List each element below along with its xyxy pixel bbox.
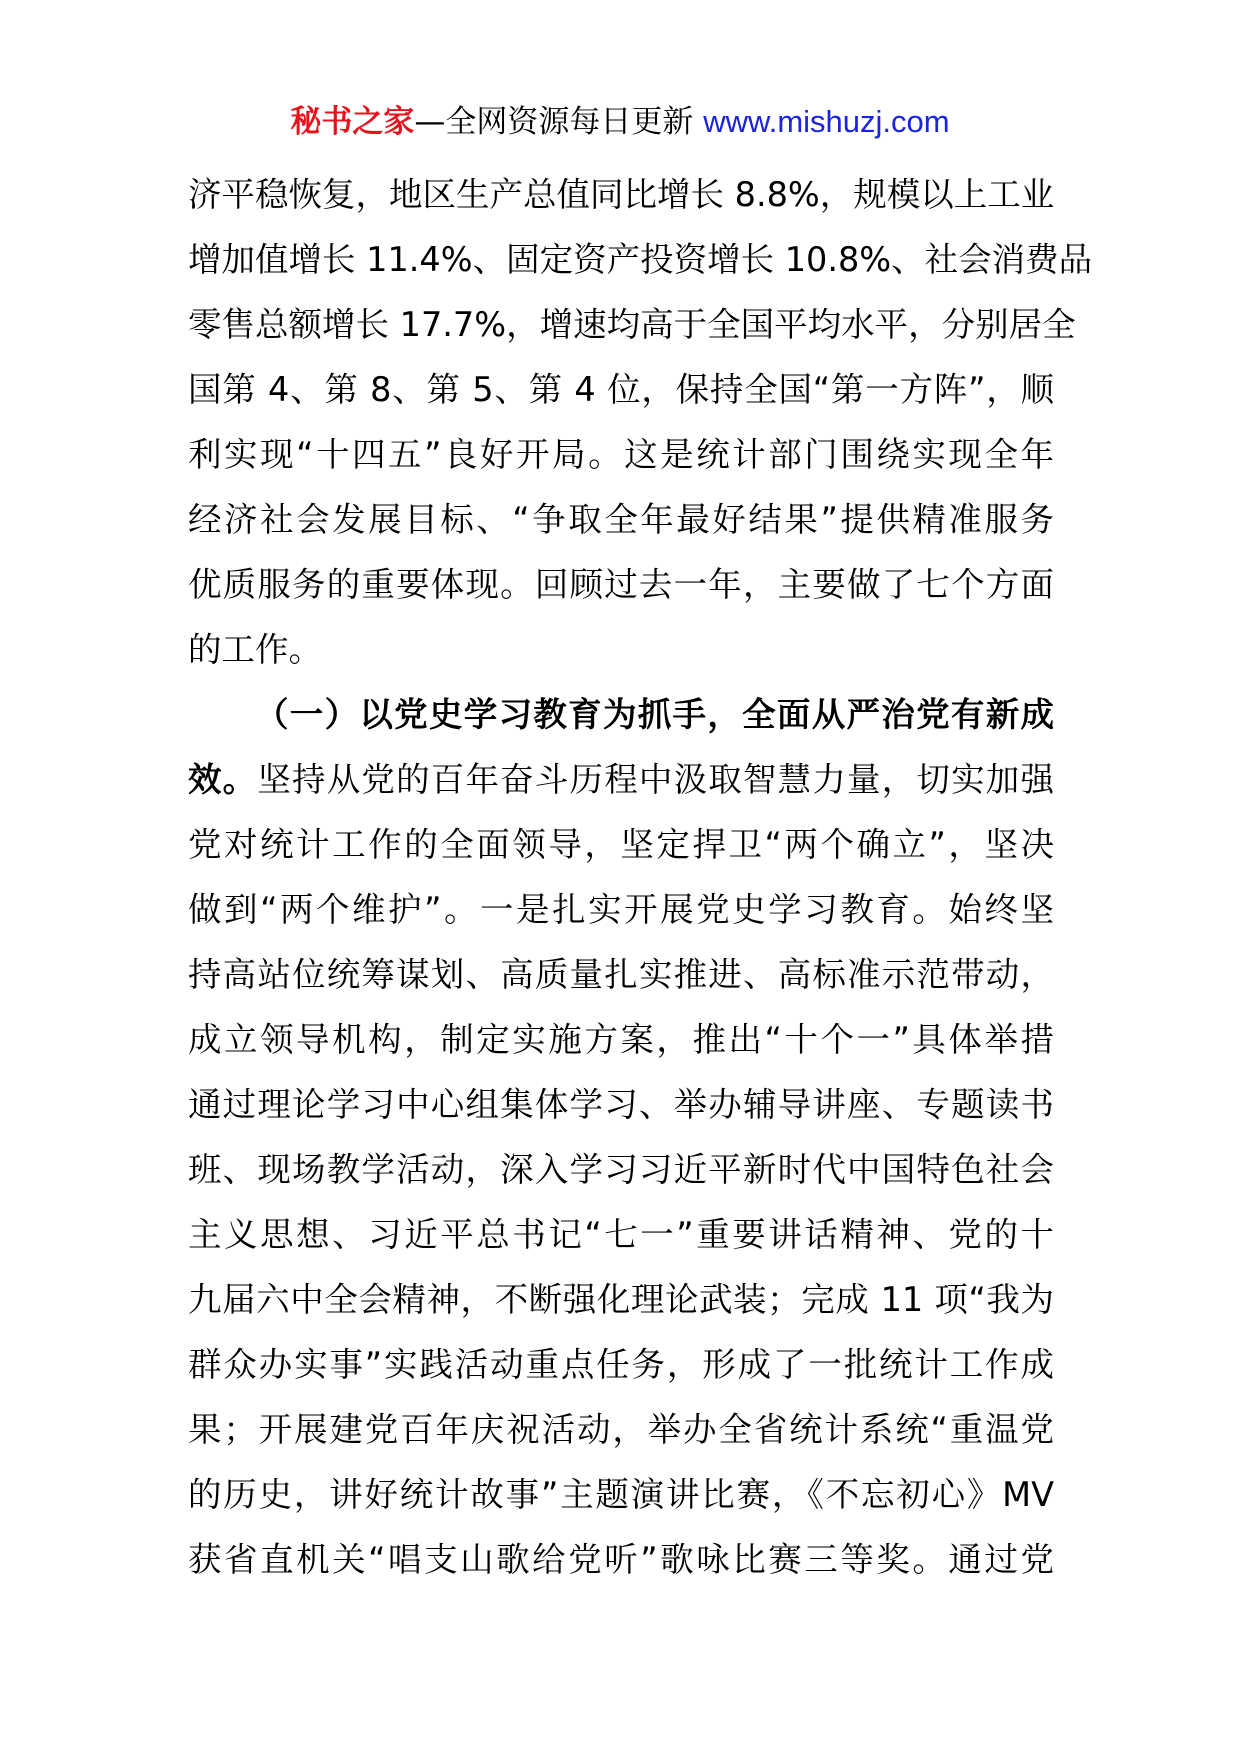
body-line: 零售总额增长 17.7%，增速均高于全国平均水平，分别居全	[188, 305, 1076, 344]
body-line: 果；开展建党百年庆祝活动，举办全省统计系统“重温党	[188, 1410, 1054, 1449]
document-body	[188, 162, 1093, 1592]
body-line: 群众办实事”实践活动重点任务，形成了一批统计工作成	[188, 1345, 1054, 1384]
body-line: 增加值增长 11.4%、固定资产投资增长 10.8%、社会消费品	[188, 240, 1093, 279]
header-tagline: —全网资源每日更新	[414, 104, 704, 140]
header-brand: 秘书之家	[290, 104, 415, 140]
body-line: 九届六中全会精神，不断强化理论武装；完成 11 项“我为	[188, 1280, 1054, 1319]
body-line: 的历史，讲好统计故事”主题演讲比赛，《不忘初心》MV	[188, 1475, 1054, 1514]
body-line: 获省直机关“唱支山歌给党听”歌咏比赛三等奖。通过党	[188, 1540, 1054, 1579]
body-line-text: 坚持从党的百年奋斗历程中汲取智慧力量，切实加强	[257, 760, 1054, 799]
section-heading: （一）以党史学习教育为抓手，全面从严治党有新成	[255, 695, 1054, 734]
body-line: 持高站位统筹谋划、高质量扎实推进、高标准示范带动，	[188, 955, 1054, 994]
body-line: 经济社会发展目标、“争取全年最好结果”提供精准服务	[188, 500, 1054, 539]
page-header	[0, 100, 1240, 144]
body-line: 国第 4、第 8、第 5、第 4 位，保持全国“第一方阵”，顺	[188, 370, 1054, 409]
body-line: 优质服务的重要体现。回顾过去一年，主要做了七个方面	[188, 565, 1054, 604]
header-site-link[interactable]: www.mishuzj.com	[703, 104, 950, 139]
body-line: 利实现“十四五”良好开局。这是统计部门围绕实现全年	[188, 435, 1054, 474]
body-line: 党对统计工作的全面领导，坚定捍卫“两个确立”，坚决	[188, 825, 1054, 864]
body-line: 通过理论学习中心组集体学习、举办辅导讲座、专题读书	[188, 1085, 1054, 1124]
section-heading-end: 效。	[188, 760, 258, 799]
body-line: 成立领导机构，制定实施方案，推出“十个一”具体举措	[188, 1020, 1054, 1059]
body-line: 济平稳恢复，地区生产总值同比增长 8.8%，规模以上工业	[188, 175, 1055, 214]
body-line: 的工作。	[188, 630, 322, 669]
body-line: 主义思想、习近平总书记“七一”重要讲话精神、党的十	[188, 1215, 1054, 1254]
body-line: 班、现场教学活动，深入学习习近平新时代中国特色社会	[188, 1150, 1054, 1189]
body-line: 做到“两个维护”。一是扎实开展党史学习教育。始终坚	[188, 890, 1054, 929]
body-line-mixed	[188, 747, 1054, 812]
